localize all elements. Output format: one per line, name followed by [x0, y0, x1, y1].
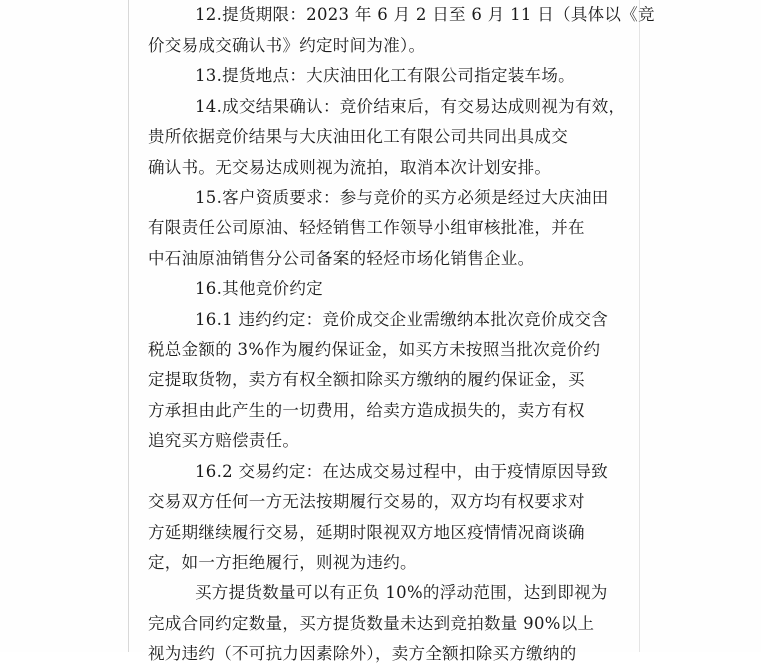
clause-15-line-1: 15.客户资质要求：参与竞价的买方必须是经过大庆油田 — [195, 188, 609, 207]
clause-14-line-3: 确认书。无交易达成则视为流拍，取消本次计划安排。 — [148, 158, 552, 177]
clause-16-1-line-3: 定提取货物，卖方有权全额扣除买方缴纳的履约保证金，买 — [148, 370, 585, 389]
quantity-paragraph-line-2: 完成合同约定数量，买方提货数量未达到竞拍数量 90%以上 — [148, 614, 595, 633]
page-edge-right — [639, 0, 640, 652]
quantity-paragraph-line-1: 买方提货数量可以有正负 10%的浮动范围，达到即视为 — [195, 583, 608, 602]
clause-16-1-line-1: 16.1 违约约定：竞价成交企业需缴纳本批次竞价成交含 — [195, 310, 609, 329]
clause-15-line-2: 有限责任公司原油、轻烃销售工作领导小组审核批准，并在 — [148, 218, 585, 237]
clause-16-2-line-4: 定，如一方拒绝履行，则视为违约。 — [148, 553, 417, 572]
quantity-paragraph-line-3: 视为违约（不可抗力因素除外），卖方全额扣除买方缴纳的 — [148, 644, 577, 663]
clause-16-2-line-3: 方延期继续履行交易，延期时限视双方地区疫情情况商谈确 — [148, 523, 585, 542]
clause-14-line-2: 贵所依据竞价结果与大庆油田化工有限公司共同出具成交 — [148, 127, 568, 146]
clause-15-line-3: 中石油原油销售分公司备案的轻烃市场化销售企业。 — [148, 249, 535, 268]
clause-13: 13.提货地点：大庆油田化工有限公司指定装车场。 — [195, 66, 575, 85]
clause-14-line-1: 14.成交结果确认：竞价结束后，有交易达成则视为有效， — [195, 97, 626, 116]
clause-16-1-line-4: 方承担由此产生的一切费用，给卖方造成损失的，卖方有权 — [148, 401, 585, 420]
clause-16-2-line-1: 16.2 交易约定：在达成交易过程中，由于疫情原因导致 — [195, 462, 609, 481]
clause-16-1-line-5: 追究买方赔偿责任。 — [148, 431, 300, 450]
clause-16-heading: 16.其他竞价约定 — [195, 279, 323, 298]
clause-12-line-1: 12.提货期限：2023 年 6 月 2 日至 6 月 11 日（具体以《竞 — [195, 5, 655, 24]
page-edge-left — [128, 0, 129, 652]
clause-16-1-line-2: 税总金额的 3%作为履约保证金，如买方未按照当批次竞价约 — [148, 340, 601, 359]
clause-16-2-line-2: 交易双方任何一方无法按期履行交易的，双方均有权要求对 — [148, 492, 585, 511]
clause-12-line-2: 价交易成交确认书》约定时间为准）。 — [148, 36, 426, 55]
